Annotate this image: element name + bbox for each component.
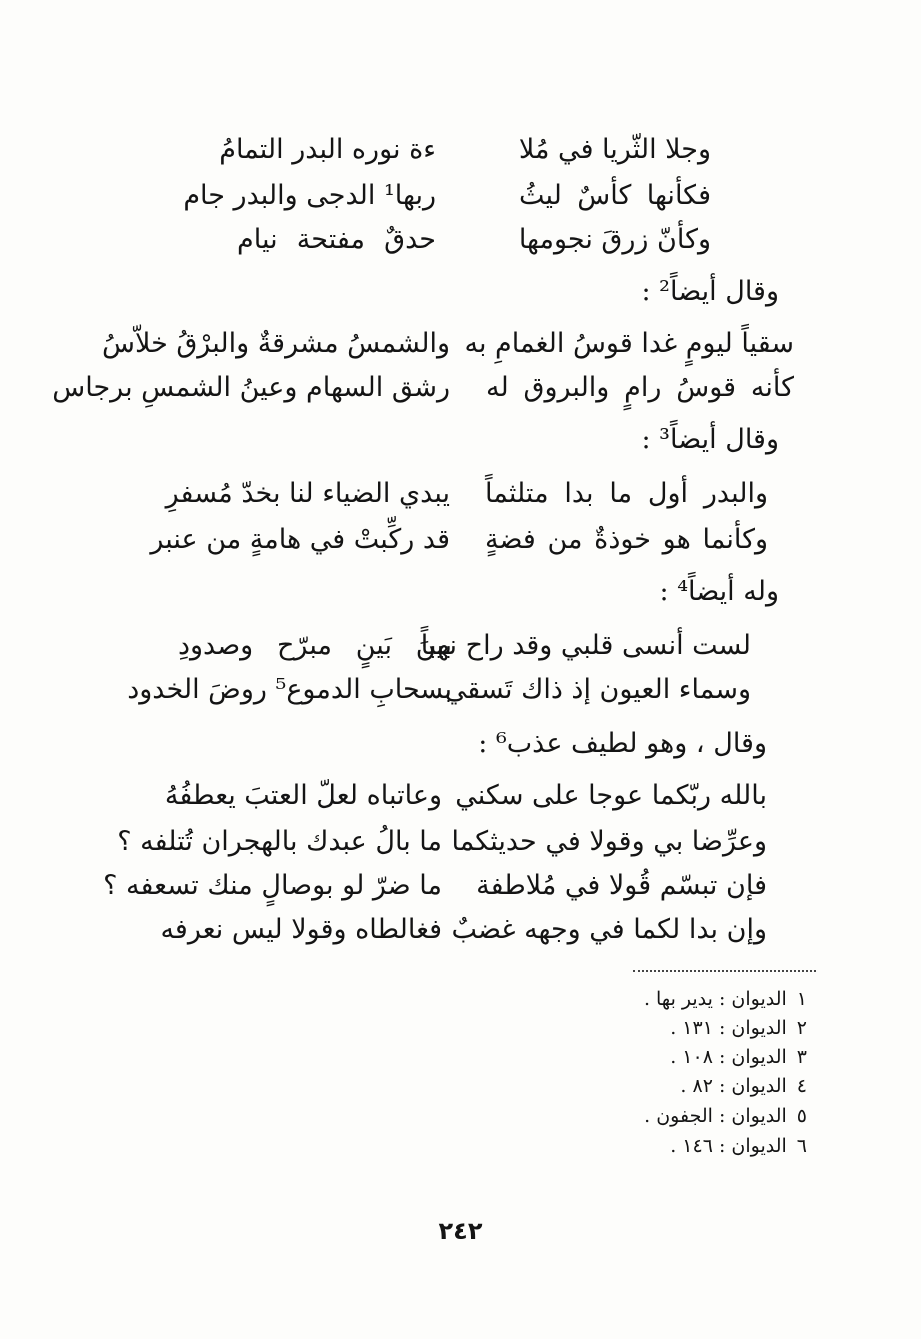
footnote-5 [644,1102,807,1130]
footnote-number: ١ [796,988,807,1010]
verse-4-hemistich-1: سقياً ليومٍ غدا قوسُ الغمامِ به [464,328,794,359]
footnote-text: الديوان : ١٣١ . [670,1017,787,1039]
footnote-1 [644,985,807,1013]
intro-poem-3: وقال أيضاً³ : [641,424,779,455]
intro-poem-2: وقال أيضاً² : [641,276,779,307]
verse-10-hemistich-1: بالله ربّكما عوجا على سكني [455,780,767,811]
verse-3-hemistich-2: حدقٌ مفتحة نيام [237,224,436,255]
footnote-number: ٥ [796,1105,807,1127]
footnote-number: ٢ [796,1017,807,1039]
verse-6-hemistich-1: والبدر أول ما بدا متلثماً [485,478,768,509]
verse-1-hemistich-2: ءة نوره البدر التمامُ [219,134,436,165]
footnote-text: الديوان : يدير بها . [643,988,787,1010]
verse-10-hemistich-2: وعاتباه لعلّ العتبَ يعطفُهُ [164,780,442,811]
footnote-text: الديوان : ١٠٨ . [670,1046,787,1068]
footnote-separator [633,970,816,972]
verse-1-hemistich-1: وجلا الثّريا في مُلا [518,134,711,165]
footnote-number: ٣ [796,1046,807,1068]
footnote-2 [670,1014,807,1042]
verse-9-hemistich-1: وسماء العيون إذ ذاك تَسقي [444,674,751,705]
verse-11-hemistich-2: ما بالُ عبدك بالهجران تُتلفه ؟ [117,826,442,857]
footnote-text: الديوان : الجفون . [644,1105,787,1127]
verse-6-hemistich-2: يبدي الضياء لنا بخدّ مُسفرِ [165,478,450,509]
page-number: ٢٤٢ [438,1217,483,1245]
verse-13-hemistich-2: فغالطاه وقولا ليس نعرفه [160,914,442,945]
intro-poem-5: وقال ، وهو لطيف عذب⁶ : [478,728,767,759]
footnote-3 [670,1043,807,1071]
footnote-number: ٦ [796,1135,807,1157]
footnote-4 [680,1072,807,1100]
verse-2-hemistich-1: فكأنها كأسٌ ليثُ [519,180,711,211]
verse-4-hemistich-2: والشمسُ مشرقةٌ والبرْقُ خلاّسُ [102,328,450,359]
verse-5-hemistich-1: كأنه قوسُ رامٍ والبروق له [486,372,794,403]
verse-13-hemistich-1: وإن بدا لكما في وجهه غضبٌ [451,914,767,945]
verse-9-hemistich-2: بسحابِ الدموع⁵ روضَ الخدود [127,674,452,705]
verse-5-hemistich-2: رشق السهام وعينُ الشمسِ برجاس [52,372,450,403]
verse-7-hemistich-1: وكأنما هو خوذةٌ من فضةٍ [485,524,768,555]
footnote-text: الديوان : ٨٢ . [680,1075,787,1097]
footnote-text: الديوان : ١٤٦ . [670,1135,787,1157]
verse-12-hemistich-2: ما ضرّ لو بوصالٍ منك تسعفه ؟ [103,870,442,901]
verse-12-hemistich-1: فإن تبسّم قُولا في مُلاطفة [476,870,767,901]
verse-7-hemistich-2: قد ركِّبتْ في هامةٍ من عنبر [150,524,450,555]
verse-11-hemistich-1: وعرِّضا بي وقولا في حديثكما [451,826,767,857]
verse-8-hemistich-1: لست أنسى قلبي وقد راح نهباً [420,630,751,661]
intro-poem-4: وله أيضاً⁴ : [659,576,779,607]
verse-3-hemistich-1: وكأنّ زرقَ نجومها [518,224,711,255]
footnote-number: ٤ [796,1075,807,1097]
verse-8-hemistich-2: بينَ بَينٍ مبرّح وصدودِ [178,630,452,661]
footnote-6 [670,1132,807,1160]
verse-2-hemistich-2: ربها¹ الدجى والبدر جام [183,180,436,211]
